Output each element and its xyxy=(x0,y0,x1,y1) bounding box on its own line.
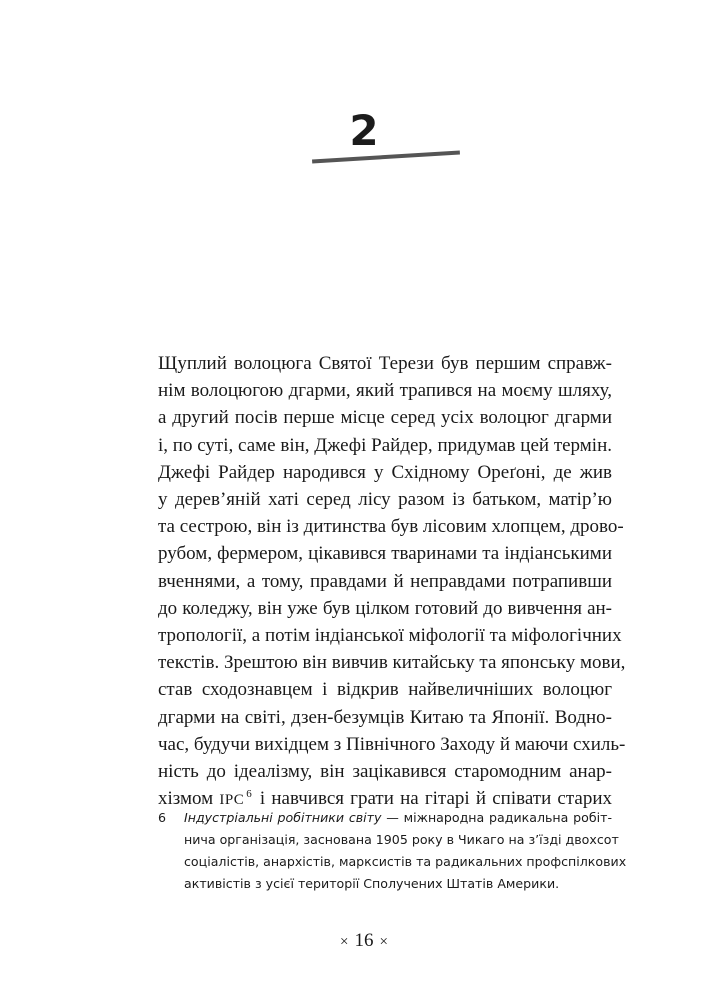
page-ornament-right: × xyxy=(379,934,388,950)
body-line: тропології, а потім індіанської міфології та міфологічних xyxy=(158,625,622,647)
body-line: і, по суті, саме він, Джефі Райдер, придумав цей термін. xyxy=(158,434,612,456)
body-line: Щуплий волоцюга Святої Терези був першим справж- xyxy=(158,353,612,374)
page-number-value: 16 xyxy=(354,930,374,951)
footnote-reference[interactable]: 6 xyxy=(246,787,252,800)
footnote-text xyxy=(184,807,627,895)
footnote-line: активістів з усієї території Сполучених Штатів Америки. xyxy=(184,876,560,891)
body-text xyxy=(158,350,626,814)
footnote xyxy=(158,807,627,895)
body-line: рубом, фермером, цікавився тваринами та індіанськими xyxy=(158,543,612,565)
footnote-italic-term: Індустріальні робітники світу xyxy=(184,810,382,825)
body-line: час, будучи вихідцем з Північного Заходу й маючи схиль- xyxy=(158,733,626,755)
footnote-line xyxy=(184,807,612,829)
body-line: текстів. Зрештою він вивчив китайську та японську мови, xyxy=(158,652,626,674)
abbreviation-iww: IPC xyxy=(219,792,245,809)
body-line: дгарми на світі, дзен-безумців Китаю та Японії. Водно- xyxy=(158,706,612,728)
body-line: нім волоцюгою дгарми, який трапився на моєму шляху, xyxy=(158,380,612,402)
footnote-line: соціалістів, анархістів, марксистів та радикальних профспілкових xyxy=(184,854,627,869)
footnote-line-rest: — міжнародна радикальна робіт- xyxy=(381,810,612,825)
body-text-segment: і навчився грати на гітарі й співати старих xyxy=(259,788,612,810)
body-line: а другий посів перше місце серед усіх волоцюг дгарми xyxy=(158,407,612,429)
body-line: вченнями, а тому, правдами й неправдами потрапивши xyxy=(158,570,612,592)
body-line: у дерев’яній хаті серед лісу разом із батьком, матір’ю xyxy=(158,489,612,511)
body-line: ність до ідеалізму, він зацікавився старомодним анар- xyxy=(158,761,612,783)
body-line: та сестрою, він із дитинства був лісовим хлопцем, дрово- xyxy=(158,516,624,538)
body-line: став сходознавцем і відкрив найвеличніших волоцюг xyxy=(158,679,612,701)
page-ornament-left: × xyxy=(340,934,349,950)
body-line: до коледжу, він уже був цілком готовий до вивчення ан- xyxy=(158,597,612,619)
body-line: Джефі Райдер народився у Східному Ореґоні, де жив xyxy=(158,461,612,483)
body-text-segment: хізмом xyxy=(158,788,214,810)
footnote-line: нича організація, заснована 1905 року в Чикаго на з’їзді двохсот xyxy=(184,832,619,847)
footnote-number: 6 xyxy=(158,810,167,825)
page-number xyxy=(0,930,728,952)
chapter-number: 2 xyxy=(349,106,379,155)
